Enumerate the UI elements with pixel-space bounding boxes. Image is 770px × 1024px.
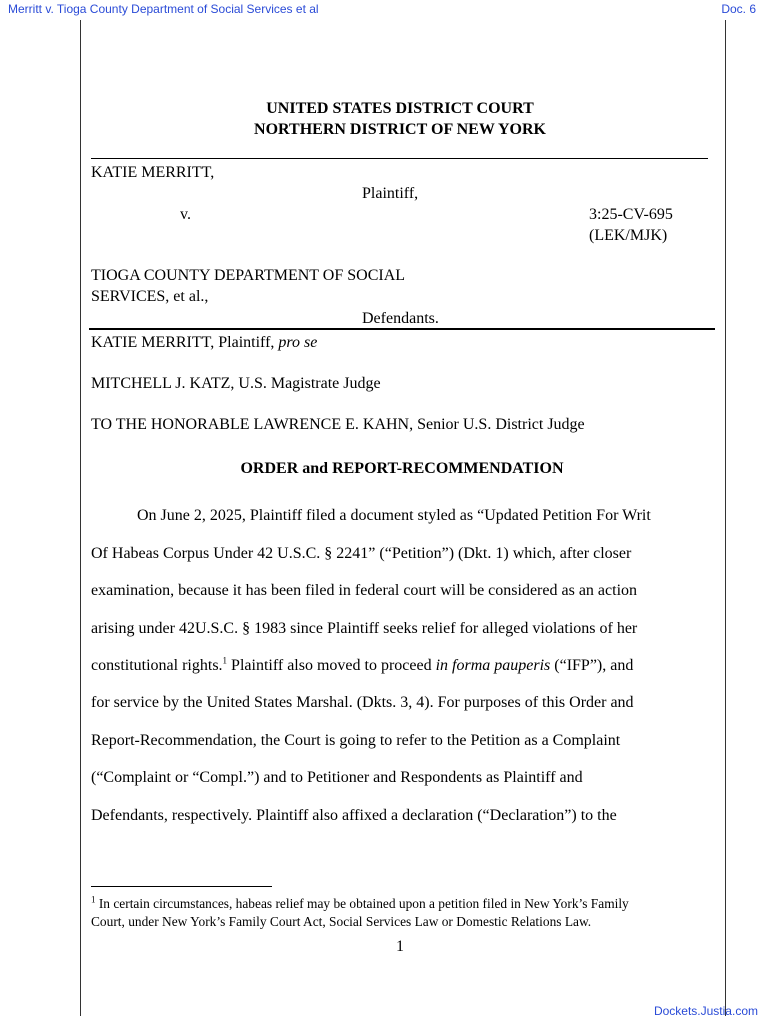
body-line: examination, because it has been filed in federal court will be considered as an action bbox=[91, 582, 638, 599]
caption-bottom-rule bbox=[89, 328, 715, 330]
defendant-line1: TIOGA COUNTY DEPARTMENT OF SOCIAL bbox=[91, 267, 406, 284]
body-line: On June 2, 2025, Plaintiff filed a document styled as “Updated Petition For Writ bbox=[137, 507, 651, 524]
defendant-line2: SERVICES, et al., bbox=[91, 288, 209, 305]
footnote-line2: Court, under New York’s Family Court Act, Social Services Law or Domestic Relations Law. bbox=[91, 914, 592, 929]
district-judge-line: TO THE HONORABLE LAWRENCE E. KAHN, Senior U.S. District Judge bbox=[91, 416, 585, 433]
footnote-line1: $^1$ In certain circumstances, habeas relief may be obtained upon a petition filed in New York’s Family bbox=[91, 894, 629, 911]
docket-header bbox=[0, 0, 770, 18]
body-line: Of Habeas Corpus Under 42 U.S.C. § 2241” (“Petition”) (Dkt. 1) which, after closer bbox=[91, 545, 632, 562]
versus: v. bbox=[180, 206, 191, 223]
body-line: for service by the United States Marshal. (Dkts. 3, 4). For purposes of this Order and bbox=[91, 694, 634, 711]
plaintiff-name: KATIE MERRITT, bbox=[91, 164, 215, 181]
body-line: (“Complaint or “Compl.”) and to Petitioner and Respondents as Plaintiff and bbox=[91, 769, 583, 786]
magistrate-judge-line: MITCHELL J. KATZ, U.S. Magistrate Judge bbox=[91, 375, 381, 392]
plaintiff-role: Plaintiff, bbox=[362, 185, 419, 202]
page-right-border bbox=[725, 20, 726, 1016]
footnote-ref[interactable]: 1 bbox=[222, 655, 228, 666]
case-number: 3:25-CV-695 bbox=[589, 206, 673, 223]
body-line: arising under 42U.S.C. § 1983 since Plaintiff seeks relief for alleged violations of her bbox=[91, 620, 638, 637]
caption-top-rule bbox=[91, 158, 708, 159]
footnote-separator bbox=[91, 886, 272, 887]
doc-number-link[interactable]: Doc. 6 bbox=[721, 2, 756, 16]
judge-initials: (LEK/MJK) bbox=[589, 227, 668, 244]
case-title-link[interactable]: Merritt v. Tioga County Department of Social Services et al bbox=[8, 2, 319, 16]
body-line: Report-Recommendation, the Court is going to refer to the Petition as a Complaint bbox=[91, 732, 621, 749]
page-left-border bbox=[80, 20, 81, 1016]
body-line: Defendants, respectively. Plaintiff also affixed a declaration (“Declaration”) to the bbox=[91, 807, 617, 824]
page-number: 1 bbox=[396, 938, 404, 955]
body-line: constitutional rights.$^1$ Plaintiff also moved to proceed in forma pauperis (“IFP”), and bbox=[91, 655, 634, 674]
plaintiff-appearance: KATIE MERRITT, Plaintiff, pro se bbox=[91, 334, 318, 351]
defendant-role: Defendants. bbox=[362, 310, 439, 327]
justia-footer-link[interactable]: Dockets.Justia.com bbox=[653, 1004, 758, 1018]
order-title: ORDER and REPORT-RECOMMENDATION bbox=[240, 460, 564, 477]
court-name-line1: UNITED STATES DISTRICT COURT bbox=[266, 100, 534, 117]
court-name-line2: NORTHERN DISTRICT OF NEW YORK bbox=[254, 121, 546, 138]
